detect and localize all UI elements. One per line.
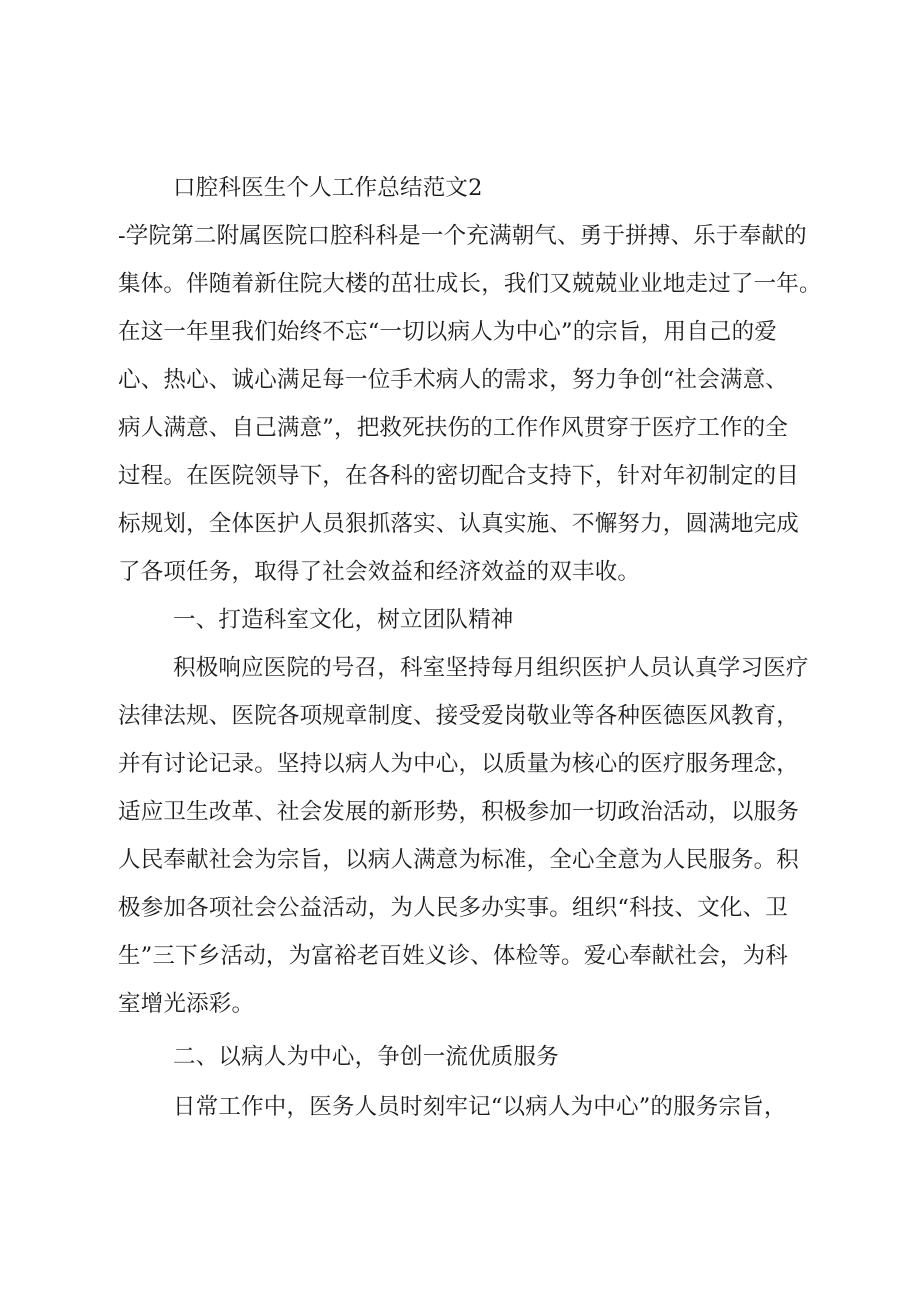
paragraph-line: 了各项任务，取得了社会效益和经济效益的双丰收。	[118, 559, 641, 585]
paragraph-line: 并有讨论记录。坚持以病人为中心，以质量为核心的医疗服务理念，	[118, 751, 800, 777]
paragraph-line: 室增光添彩。	[118, 991, 255, 1017]
paragraph-line: 集体。伴随着新住院大楼的茁壮成长，我们又兢兢业业地走过了一年。	[118, 271, 822, 297]
paragraph-line: 生”三下乡活动，为富裕老百姓义诊、体检等。爱心奉献社会，为科	[118, 943, 789, 969]
section-heading-1: 一、打造科室文化，树立团队精神	[173, 607, 514, 633]
paragraph-line: 标规划，全体医护人员狠抓落实、认真实施、不懈努力，圆满地完成	[118, 511, 800, 537]
paragraph-line: 人民奉献社会为宗旨，以病人满意为标准，全心全意为人民服务。积	[118, 847, 800, 873]
paragraph-line: 过程。在医院领导下，在各科的密切配合支持下，针对年初制定的目	[118, 463, 800, 489]
paragraph-line: 在这一年里我们始终不忘“一切以病人为中心”的宗旨，用自己的爱	[118, 319, 778, 345]
paragraph-line: 病人满意、自己满意”，把救死扶伤的工作作风贯穿于医疗工作的全	[118, 415, 789, 441]
paragraph-line: 适应卫生改革、社会发展的新形势，积极参加一切政治活动，以服务	[118, 799, 800, 825]
paragraph-line: 心、热心、诚心满足每一位手术病人的需求，努力争创“社会满意、	[118, 367, 789, 393]
paragraph-line: 日常工作中，医务人员时刻牢记“以病人为中心”的服务宗旨，	[173, 1094, 787, 1120]
paragraph-line: 积极响应医院的号召，科室坚持每月组织医护人员认真学习医疗	[173, 655, 809, 681]
document-title: 口腔科医生个人工作总结范文2	[173, 175, 483, 201]
section-heading-2: 二、以病人为中心，争创一流优质服务	[173, 1044, 559, 1070]
paragraph-line: 法律法规、医院各项规章制度、接受爱岗敬业等各种医德医风教育，	[118, 703, 800, 729]
paragraph-line: 极参加各项社会公益活动，为人民多办实事。组织“科技、文化、卫	[118, 895, 789, 921]
paragraph-line: -学院第二附属医院口腔科科是一个充满朝气、勇于拼搏、乐于奉献的	[118, 223, 807, 249]
